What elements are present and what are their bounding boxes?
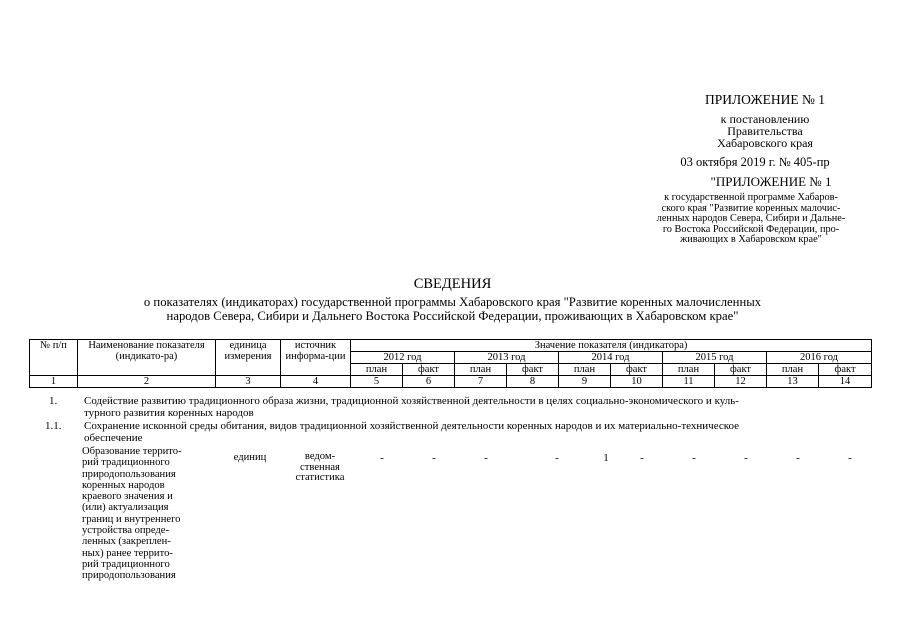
section-line: обеспечение <box>84 432 143 444</box>
header-plan: план <box>559 364 611 376</box>
indicators-table <box>29 339 872 388</box>
indicator-name-line: краевого значения и <box>82 491 173 503</box>
indicator-name-line: рий традиционного <box>82 558 170 570</box>
indicator-value-2014-plan: 1 <box>603 452 609 464</box>
section-number: 1.1. <box>45 420 62 432</box>
appendix2-line: живающих в Хабаровском крае" <box>680 234 822 246</box>
appendix2-line: го Востока Российской Федерации, про- <box>662 223 840 235</box>
header-year: 2013 год <box>455 352 559 364</box>
column-number: 2 <box>78 376 216 388</box>
indicator-name-line: ленных (закреплен- <box>82 536 171 548</box>
appendix-heading: ПРИЛОЖЕНИЕ № 1 <box>704 92 826 107</box>
indicator-name-line: Образование террито- <box>82 446 182 457</box>
indicator-name-line: ных) ранее террито- <box>82 547 173 559</box>
header-value: Значение показателя (индикатора) <box>351 340 872 352</box>
indicator-value-2012-fact: - <box>432 452 436 464</box>
document-title: СВЕДЕНИЯ <box>413 276 492 292</box>
header-source: источник информа-ции <box>281 340 351 376</box>
appendix2-line: ского края "Развитие коренных малочис- <box>661 202 841 214</box>
header-unit: единица измерения <box>216 340 281 376</box>
column-number: 8 <box>507 376 559 388</box>
column-number: 1 <box>30 376 78 388</box>
indicator-value-2015-fact: - <box>744 452 748 464</box>
header-fact: факт <box>507 364 559 376</box>
header-year: 2012 год <box>351 352 455 364</box>
column-number: 6 <box>403 376 455 388</box>
header-fact: факт <box>403 364 455 376</box>
appendix-line: Правительства <box>727 124 803 138</box>
indicator-value-2015-plan: - <box>692 452 696 464</box>
column-number: 7 <box>455 376 507 388</box>
indicator-value-2014-fact: - <box>640 452 644 464</box>
column-number: 12 <box>715 376 767 388</box>
indicator-name-line: границ и внутреннего <box>82 513 181 525</box>
section-title <box>84 395 874 419</box>
header-fact: факт <box>715 364 767 376</box>
header-plan: план <box>351 364 403 376</box>
column-number: 3 <box>216 376 281 388</box>
indicator-name-line: устройства опреде- <box>82 525 170 537</box>
section-line: Сохранение исконной среды обитания, видов традиционной хозяйственной деятельности коренных народов и их материально-техническое <box>84 420 740 432</box>
appendix-date: 03 октября 2019 г. № 405-пр <box>680 155 830 169</box>
document-subtitle <box>70 295 835 323</box>
header-plan: план <box>455 364 507 376</box>
indicator-value-2012-plan: - <box>380 452 384 464</box>
indicator-name-line: коренных народов <box>82 479 165 491</box>
indicator-source-line: ственная <box>300 461 340 473</box>
column-number: 4 <box>281 376 351 388</box>
indicator-name-line: рий традиционного <box>82 457 170 469</box>
indicator-source <box>285 452 355 484</box>
indicator-value-2013-plan: - <box>484 452 488 464</box>
appendix2-heading: "ПРИЛОЖЕНИЕ № 1 <box>710 174 832 189</box>
section-number: 1. <box>49 395 58 407</box>
indicator-name <box>82 446 210 582</box>
indicator-source-line: ведом- <box>304 451 336 462</box>
header-year: 2015 год <box>663 352 767 364</box>
header-year: 2014 год <box>559 352 663 364</box>
column-number: 5 <box>351 376 403 388</box>
indicator-value-2013-fact: - <box>555 452 559 464</box>
column-number: 14 <box>819 376 872 388</box>
header-num: № п/п <box>30 340 78 376</box>
section-line: турного развития коренных народов <box>84 407 254 419</box>
header-plan: план <box>663 364 715 376</box>
column-number: 9 <box>559 376 611 388</box>
indicator-name-line: природопользования <box>82 570 176 582</box>
section-line: Содействие развитию традиционного образа жизни, традиционной хозяйственной деятельности в целях социально-экономического и куль- <box>84 395 739 407</box>
header-fact: факт <box>611 364 663 376</box>
indicator-name-line: природопользования <box>82 468 176 480</box>
subtitle-line: народов Севера, Сибири и Дальнего Востока Российской Федерации, проживающих в Хабаровском крае" <box>166 309 739 323</box>
column-number: 11 <box>663 376 715 388</box>
appendix2-line: ленных народов Севера, Сибири и Дальне- <box>656 213 846 225</box>
indicator-name-line: (или) актуализация <box>82 502 169 514</box>
header-year: 2016 год <box>767 352 872 364</box>
column-number: 10 <box>611 376 663 388</box>
appendix-line: к постановлению <box>720 112 810 126</box>
indicator-value-2016-plan: - <box>796 452 800 464</box>
appendix-resolution <box>650 113 880 149</box>
header-fact: факт <box>819 364 872 376</box>
appendix2-text <box>624 193 878 246</box>
subtitle-line: о показателях (индикаторах) государственной программы Хабаровского края "Развитие коренных малочисленных <box>143 295 762 309</box>
indicator-value-2016-fact: - <box>848 452 852 464</box>
column-number: 13 <box>767 376 819 388</box>
indicator-unit: единиц <box>233 452 267 463</box>
appendix2-line: к государственной программе Хабаров- <box>664 192 838 203</box>
header-name: Наименование показателя (индикато-ра) <box>78 340 216 376</box>
indicator-source-line: статистика <box>295 472 345 484</box>
appendix-line: Хабаровского края <box>717 136 813 150</box>
header-plan: план <box>767 364 819 376</box>
section-title <box>84 420 874 444</box>
